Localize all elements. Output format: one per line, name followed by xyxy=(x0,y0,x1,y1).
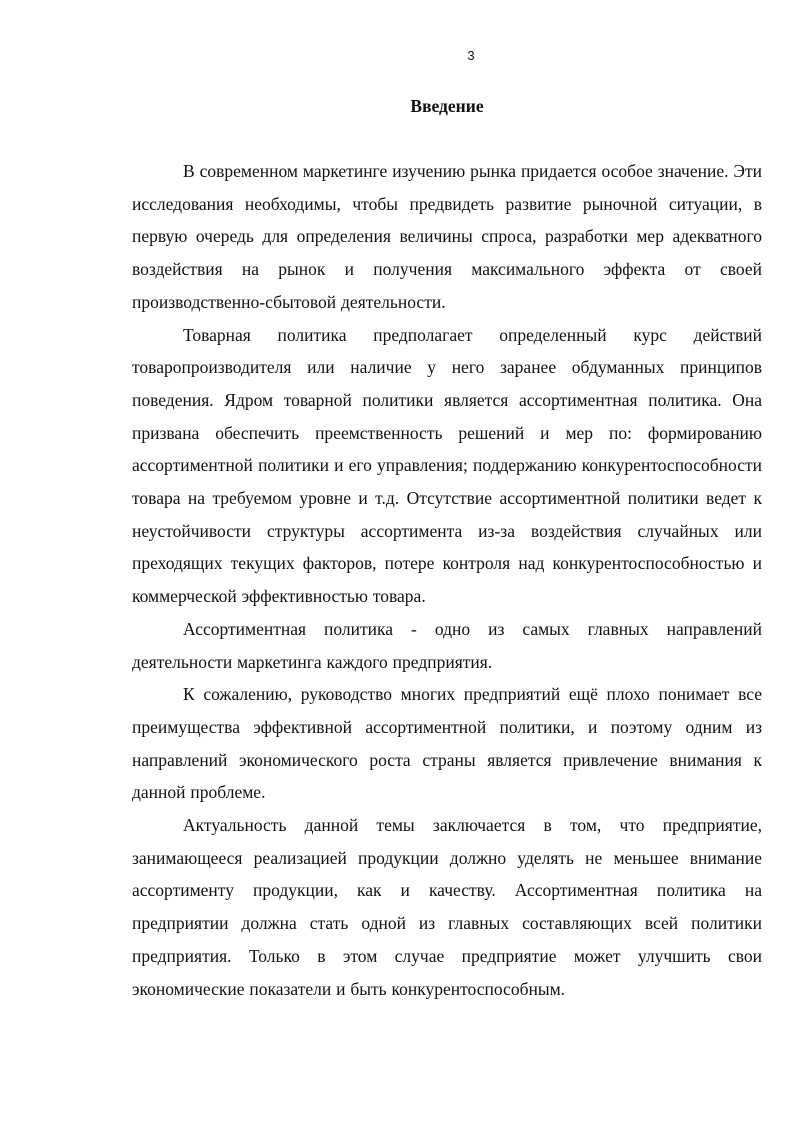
page-number: 3 xyxy=(467,48,475,63)
section-title: Введение xyxy=(410,96,484,116)
paragraph: Актуальность данной темы заключается в том, что предприятие, занимающееся реализацией продукции должно уделять не меньшее внимание ассортименту продукции, как и качеству. Ассортиментная политика на предприятии должна стать одной из главных составляющих всей политики предприятия. Только в этом случае предприятие может улучшить свои экономические показатели и быть конкурентоспособным. xyxy=(132,815,762,999)
body-text xyxy=(132,155,762,1005)
paragraph: В современном маркетинге изучению рынка придается особое значение. Эти исследования необходимы, чтобы предвидеть развитие рыночной ситуации, в первую очередь для определения величины спроса, разработки мер адекватного воздействия на рынок и получения максимального эффекта от своей производственно-сбытовой деятельности. xyxy=(132,161,762,312)
paragraph: Товарная политика предполагает определенный курс действий товаропроизводителя или наличие у него заранее обдуманных принципов поведения. Ядром товарной политики является ассортиментная политика. Она призвана обеспечить преемственность решений и мер по: формированию ассортиментной политики и его управления; поддержанию конкурентоспособности товара на требуемом уровне и т.д. Отсутствие ассортиментной политики ведет к неустойчивости структуры ассортимента из-за воздействия случайных или преходящих текущих факторов, потере контроля над конкурентоспособностью и коммерческой эффективностью товара. xyxy=(132,324,762,607)
paragraph: Ассортиментная политика - одно из самых главных направлений деятельности маркетинга каждого предприятия. xyxy=(132,618,762,672)
paragraph: К сожалению, руководство многих предприятий ещё плохо понимает все преимущества эффективной ассортиментной политики, и поэтому одним из направлений экономического роста страны является привлечение внимания к данной проблеме. xyxy=(132,684,762,803)
